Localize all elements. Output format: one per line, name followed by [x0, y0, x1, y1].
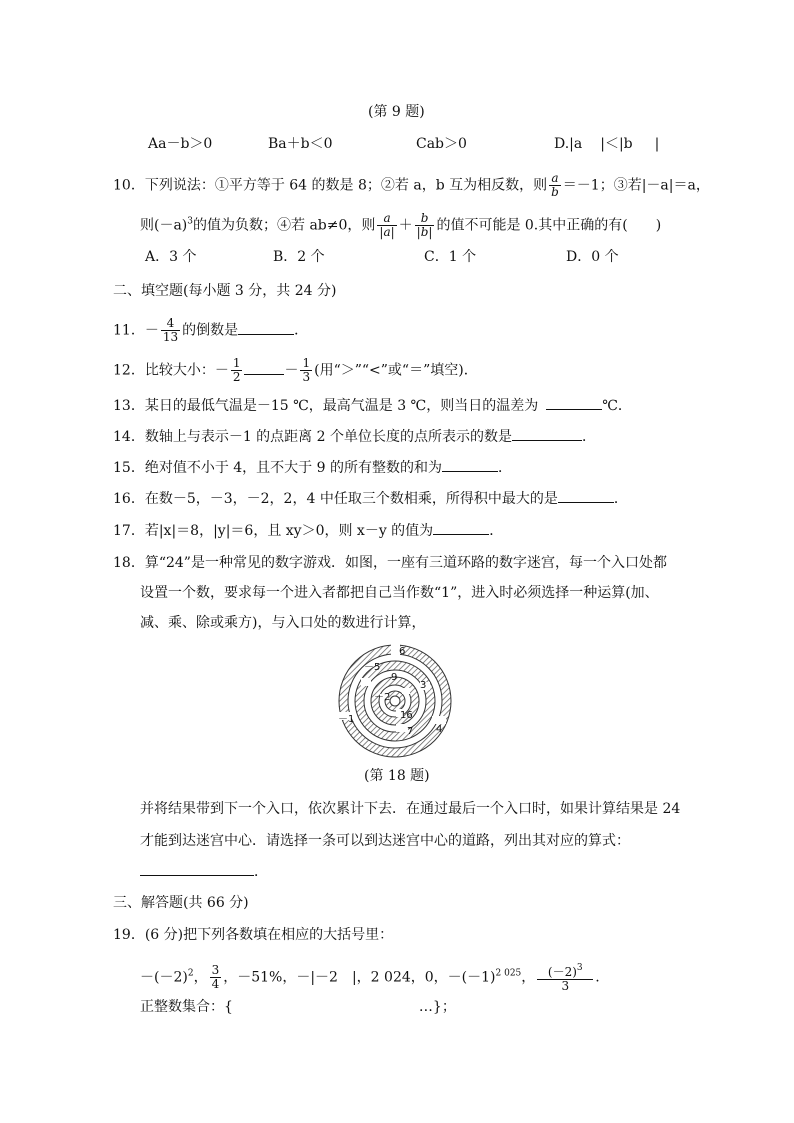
- q19-line1: 19．(6 分)把下列各数填在相应的大括号里：: [113, 927, 394, 943]
- q10-line1: [113, 172, 710, 199]
- q10-option-c: C．1 个: [424, 249, 477, 265]
- q18-line2: 设置一个数，要求每一个进入者都把自己当作数“1”，进入时必须选择一种运算(加、: [140, 585, 659, 601]
- q10-frac-a-over-b: $\frac{a}{b}$: [551, 171, 559, 199]
- maze-number-7: 7: [407, 726, 414, 737]
- q9-option-c: Cab＞0: [416, 136, 467, 152]
- q9-caption: (第 9 题): [368, 104, 425, 120]
- q19-set-positive-integers: 正整数集合：{ …}；: [140, 999, 456, 1015]
- q10-line1-text: 下列说法：①平方等于 64 的数是 8；②若 a，b 互为相反数，则: [144, 177, 548, 194]
- q9-option-d-part3: |: [654, 136, 660, 152]
- q9-option-d: [554, 135, 659, 153]
- maze-number-3: 3: [420, 680, 427, 691]
- q10-frac-b-abs: $\frac{b}{|b|}$: [416, 211, 433, 239]
- q18-line4: 并将结果带到下一个入口，依次累计下去．在通过最后一个入口时，如果计算结果是 24: [140, 801, 681, 817]
- q16-answer-blank[interactable]: [558, 489, 614, 503]
- q15: 15．绝对值不小于 4，且不大于 9 的所有整数的和为 ．: [113, 460, 512, 476]
- q11-answer-blank[interactable]: [238, 321, 294, 335]
- q12-fraction-third: $\frac{1}{3}$: [302, 356, 311, 384]
- q9-option-b: Ba＋b＜0: [268, 136, 333, 152]
- section3-title: 三、解答题(共 66 分): [113, 895, 249, 911]
- maze-number-neg2: －2: [374, 692, 391, 703]
- q9-option-d-part1: D.|a: [554, 136, 583, 152]
- q11: 11．－ $\frac{4}{13}$ 的倒数是 ．: [113, 316, 309, 344]
- q18-caption: (第 18 题): [364, 768, 430, 784]
- q10-line2: 则$(-a)^3$的值为负数；④若 ab≠0，则 $\frac{a}{|a|}$ ＋ $\frac{b}{|b|}$ 的值不可能是 0.其中正确的有( ): [140, 211, 662, 239]
- maze-number-9: 9: [391, 672, 398, 683]
- q10-option-b: B．2 个: [273, 249, 325, 265]
- q19-numbers: $-(-2)^2$， $\frac{3}{4}$ ，－51%，－|－2 |，2 024，0，$-(-1)^{2 025}$， $\frac{(-2)^3}{3}$ .: [140, 963, 600, 993]
- q18-line5: 才能到达迷宫中心．请选择一条可以到达迷宫中心的道路，列出其对应的算式：: [140, 833, 630, 849]
- q10-option-a: A．3 个: [145, 249, 197, 265]
- q9-option-a: Aa－b＞0: [148, 136, 213, 152]
- section2-title: 二、填空题(每小题 3 分，共 24 分): [113, 283, 337, 299]
- q13: 13．某日的最低气温是－15 ℃，最高气温是 3 ℃，则当日的温差为 ℃．: [113, 398, 632, 414]
- q17: 17．若|x|＝8，|y|＝6，且 xy＞0，则 x－y 的值为 ．: [113, 523, 504, 539]
- q19-fraction-three-quarters: $\frac{3}{4}$: [211, 963, 220, 991]
- q16: 16．在数－5，－3，－2，2，4 中任取三个数相乘，所得积中最大的是 ．: [113, 491, 628, 507]
- maze-number-neg1: －1: [338, 714, 355, 725]
- q18-answer-line: ．: [140, 862, 268, 881]
- maze-number-neg5: －5: [364, 662, 381, 673]
- q10-option-d: D．0 个: [566, 249, 619, 265]
- q15-answer-blank[interactable]: [442, 458, 498, 472]
- q11-fraction: $\frac{4}{13}$: [162, 316, 179, 344]
- q9-option-d-part2: |＜|b: [600, 136, 633, 152]
- q10-number: 10．: [113, 177, 145, 194]
- q10-frac-a-abs: $\frac{a}{|a|}$: [379, 211, 395, 239]
- maze-rings: [339, 642, 451, 757]
- number-maze-figure: [336, 642, 454, 760]
- maze-number-16: 16: [400, 710, 413, 721]
- q12-answer-blank[interactable]: [244, 361, 284, 375]
- q14-answer-blank[interactable]: [512, 427, 582, 441]
- q13-answer-blank[interactable]: [546, 396, 602, 410]
- q18-line3: 减、乘、除或乘方)，与入口处的数进行计算，: [140, 615, 426, 631]
- q14: 14．数轴上与表示－1 的点距离 2 个单位长度的点所表示的数是 ．: [113, 429, 596, 445]
- q19-fraction-neg2-cubed: $\frac{(-2)^3}{3}$: [537, 962, 593, 993]
- q10-line1-text-b: ＝－1；③若|－a|＝a，: [562, 177, 710, 194]
- q12-fraction-half: $\frac{1}{2}$: [232, 356, 241, 384]
- q12: 12．比较大小：－ $\frac{1}{2}$ － $\frac{1}{3}$ (用“＞”“<”或“＝”填空)．: [113, 356, 478, 384]
- maze-number-6: 6: [399, 646, 406, 657]
- q17-answer-blank[interactable]: [433, 521, 489, 535]
- q18-answer-blank[interactable]: [140, 862, 254, 876]
- q18-line1: 18．算“24”是一种常见的数字游戏．如图，一座有三道环路的数字迷宫，每一个入口处都: [113, 555, 667, 571]
- maze-number-4: 4: [436, 724, 443, 735]
